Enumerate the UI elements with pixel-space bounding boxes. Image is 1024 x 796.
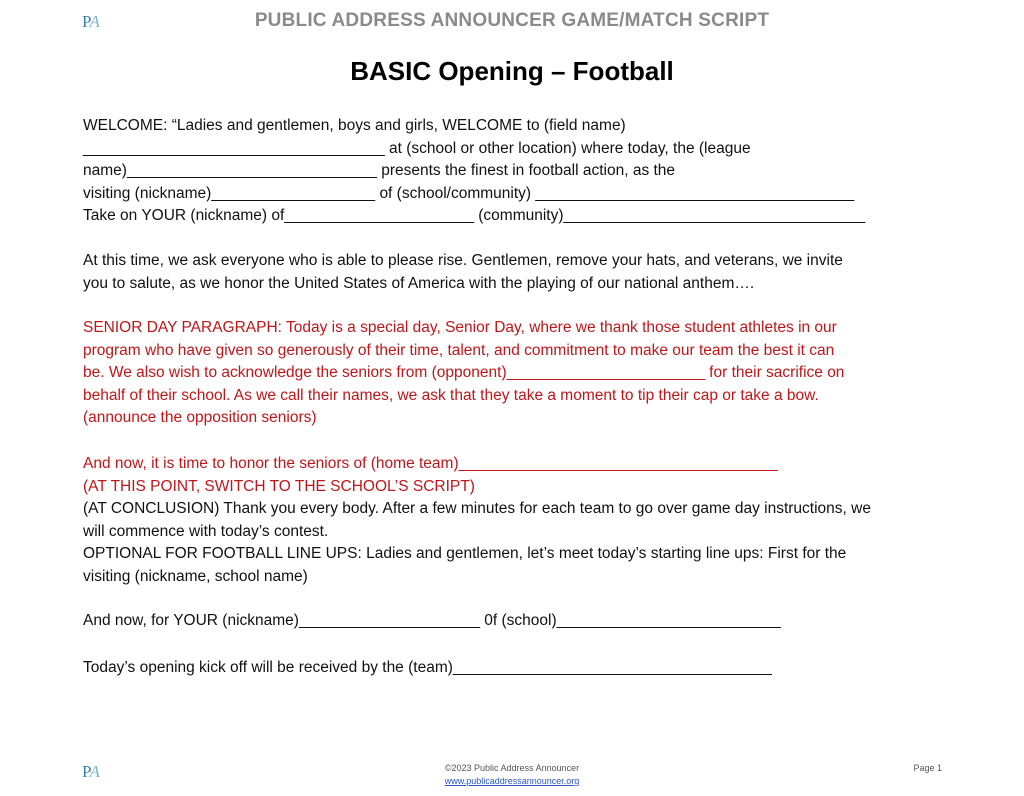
anthem-paragraph [83, 250, 953, 295]
senior-day-line: SENIOR DAY PARAGRAPH: Today is a special day, Senior Day, where we thank those student athletes in our [83, 319, 837, 336]
footer-logo-icon: PA [82, 762, 98, 781]
senior-day-line: (announce the opposition seniors) [83, 409, 317, 426]
conclusion-line: will commence with today’s contest. [83, 522, 329, 540]
your-team-paragraph [83, 610, 953, 633]
senior-day-line: behalf of their school. As we call their names, we ask that they take a moment to tip their cap or take a bow. [83, 386, 819, 404]
switch-script-line: (AT THIS POINT, SWITCH TO THE SCHOOL’S SCRIPT) [83, 477, 475, 495]
senior-day-line: be. We also wish to acknowledge the seniors from (opponent)_______________________ for their sacrifice on [83, 364, 845, 381]
footer-page-number: Page 1 [913, 763, 942, 773]
kickoff-paragraph [83, 657, 953, 680]
senior-day-line: program who have given so generously of their time, talent, and commitment to make our team the best it can [83, 341, 835, 359]
lineups-line: visiting (nickname, school name) [83, 567, 308, 585]
welcome-line: ___________________________________ at (school or other location) where today, the (league [83, 139, 751, 157]
kickoff-line: Today’s opening kick off will be received by the (team)_____________________________________ [83, 659, 772, 676]
header-title: PUBLIC ADDRESS ANNOUNCER GAME/MATCH SCRIPT [254, 10, 770, 31]
senior-day-paragraph [83, 317, 953, 430]
anthem-line: At this time, we ask everyone who is able to please rise. Gentlemen, remove your hats, and veterans, we invite [83, 252, 843, 269]
your-team-line: And now, for YOUR (nickname)_____________________ 0f (school)__________________________ [83, 612, 781, 629]
footer-website-link[interactable]: www.publicaddressannouncer.org [444, 776, 580, 786]
conclusion-line: (AT CONCLUSION) Thank you every body. After a few minutes for each team to go over game day instructions, we [83, 500, 871, 517]
welcome-line: name)_____________________________ presents the finest in football action, as the [83, 162, 676, 179]
anthem-line: you to salute, as we honor the United States of America with the playing of our national anthem…. [83, 274, 755, 292]
welcome-line: WELCOME: “Ladies and gentlemen, boys and girls, WELCOME to (field name) [83, 117, 626, 134]
honor-seniors-line: And now, it is time to honor the seniors of (home team)_____________________________________ [83, 455, 778, 472]
lineups-line: OPTIONAL FOR FOOTBALL LINE UPS: Ladies and gentlemen, let’s meet today’s starting line ups: First for the [83, 545, 847, 562]
footer-copyright: ©2023 Public Address Announcer [444, 763, 580, 773]
publicaddress-logo-icon: PA [82, 12, 98, 31]
welcome-line: visiting (nickname)___________________ of (school/community) _____________________________________ [83, 184, 855, 202]
welcome-paragraph [83, 115, 953, 228]
welcome-line: Take on YOUR (nickname) of______________________ (community)___________________________________ [83, 207, 866, 224]
document-title: BASIC Opening – Football [350, 56, 674, 86]
honor-seniors-paragraph [83, 453, 953, 588]
